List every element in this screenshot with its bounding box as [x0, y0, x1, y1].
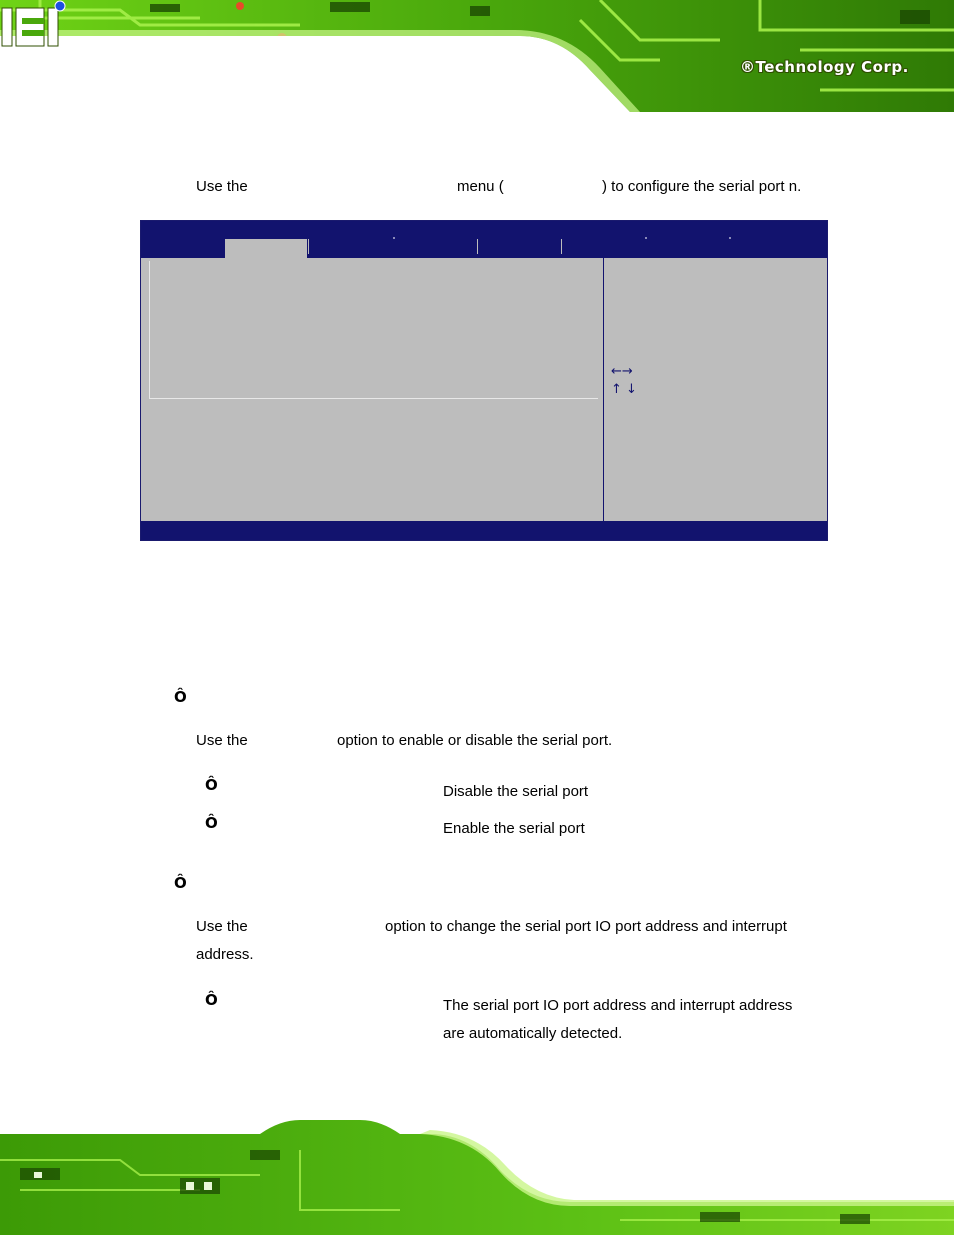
iei-logo-icon	[0, 0, 72, 48]
bios-help-keys	[611, 363, 637, 399]
bios-tab-marker	[729, 237, 731, 239]
bios-status-bar	[141, 521, 827, 540]
option-disabled-desc: Disable the serial port	[443, 783, 589, 800]
option-bullet-icon: Ô	[205, 991, 218, 1009]
section-bullet-icon: Ô	[174, 874, 187, 892]
option-auto-desc: The serial port IO port address and interrupt address	[443, 997, 793, 1014]
intro-lead: Use the	[196, 178, 248, 195]
intro-rest: ) to configure the serial port n.	[602, 178, 802, 195]
bios-tab-marker	[393, 237, 395, 239]
page-header-banner	[0, 0, 954, 112]
up-down-arrows-icon: ↑ ↓	[611, 382, 637, 397]
intro-menu: menu (	[457, 178, 504, 195]
section-2-text-cont: address.	[196, 946, 254, 963]
bios-tab-marker	[645, 237, 647, 239]
option-bullet-icon: Ô	[205, 814, 218, 832]
page-footer-banner	[0, 1120, 954, 1235]
left-right-arrows-icon: ←→	[611, 364, 633, 379]
section-bullet-icon: Ô	[174, 688, 187, 706]
bios-tab-divider	[561, 239, 562, 254]
bios-screen	[140, 220, 828, 541]
section-1-text: option to enable or disable the serial port.	[337, 732, 613, 749]
option-enabled-desc: Enable the serial port	[443, 820, 585, 837]
option-auto-desc-cont: are automatically detected.	[443, 1025, 623, 1042]
bios-settings-panel	[149, 261, 598, 399]
option-bullet-icon: Ô	[205, 776, 218, 794]
section-2-lead: Use the	[196, 918, 248, 935]
bios-tab-divider	[477, 239, 478, 254]
circuit-board-graphic	[0, 0, 954, 112]
circuit-board-graphic	[0, 1120, 954, 1235]
bios-active-tab	[225, 239, 307, 258]
bios-tab-divider	[308, 239, 309, 254]
bios-help-divider	[603, 258, 604, 522]
section-1-lead: Use the	[196, 732, 248, 749]
brand-name: ®Technology Corp.	[740, 58, 909, 76]
section-2-text: option to change the serial port IO port address and interrupt	[385, 918, 787, 935]
